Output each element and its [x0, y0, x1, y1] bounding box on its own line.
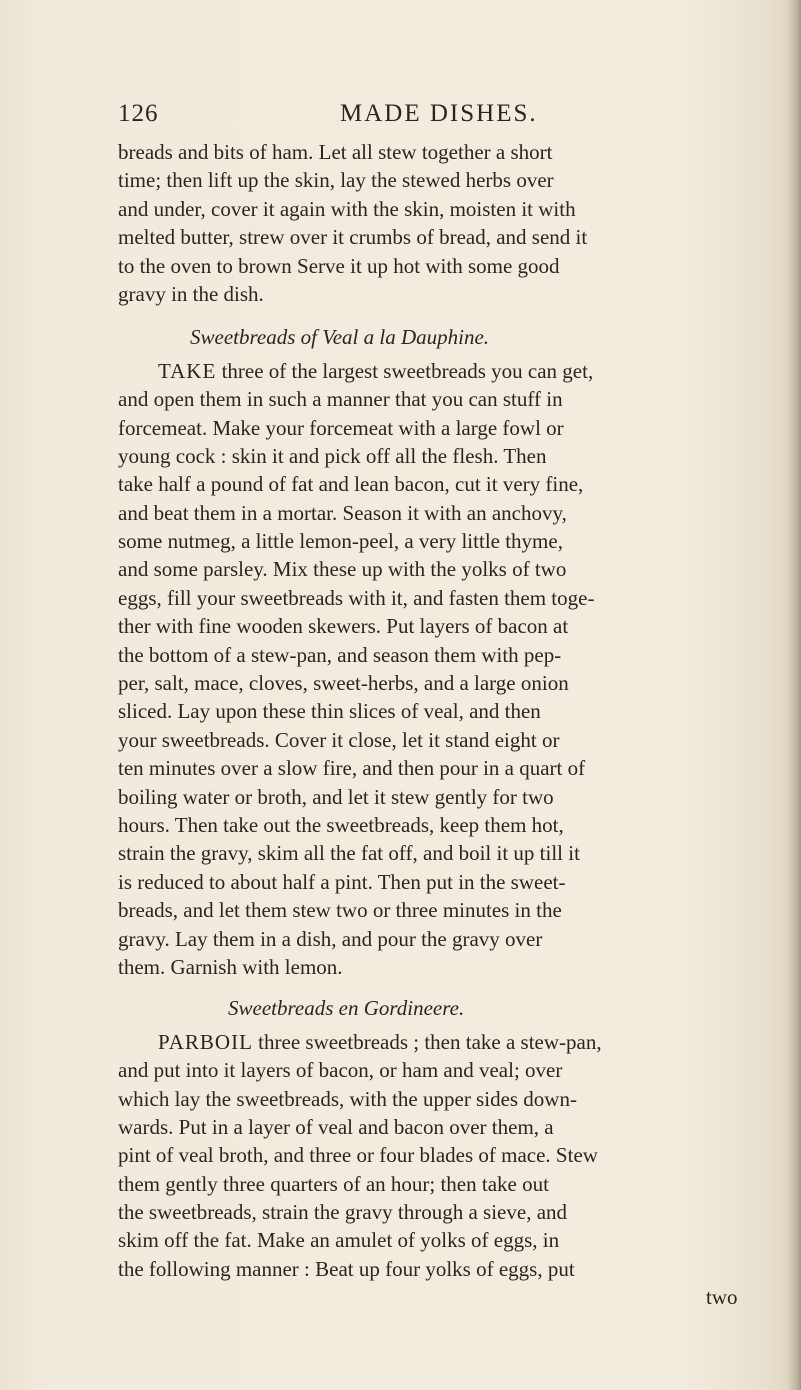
- text-line: some nutmeg, a little lemon-peel, a very little thyme,: [118, 529, 563, 554]
- text-line: [118, 1028, 788, 1056]
- text-line: your sweetbreads. Cover it close, let it stand eight or: [118, 727, 560, 752]
- text-segment: three of the largest sweetbreads you can get,: [216, 358, 594, 383]
- text-line: is reduced to about half a pint. Then put in the sweet-: [118, 869, 566, 894]
- text-line: take half a pound of fat and lean bacon, cut it very fine,: [118, 472, 584, 497]
- text-line: melted butter, strew over it crumbs of bread, and send it: [118, 225, 588, 250]
- text-line: eggs, fill your sweetbreads with it, and fasten them toge-: [118, 585, 595, 610]
- running-head: MADE DISHES.: [340, 100, 538, 127]
- text-line: hours. Then take out the sweetbreads, keep them hot,: [118, 812, 564, 837]
- text-line: boiling water or broth, and let it stew gently for two: [118, 784, 554, 809]
- text-line: pint of veal broth, and three or four blades of mace. Stew: [118, 1143, 598, 1168]
- text-line: per, salt, mace, cloves, sweet-herbs, and a large onion: [118, 671, 569, 696]
- text-line: young cock : skin it and pick off all the flesh. Then: [118, 443, 547, 468]
- text-line: and put into it layers of bacon, or ham and veal; over: [118, 1058, 563, 1083]
- text-line: wards. Put in a layer of veal and bacon over them, a: [118, 1114, 554, 1139]
- text-line: [118, 357, 788, 385]
- catchword: two: [706, 1285, 738, 1310]
- text-line: gravy. Lay them in a dish, and pour the gravy over: [118, 926, 543, 951]
- text-line: to the oven to brown Serve it up hot with some good: [118, 253, 560, 278]
- text-line: them. Garnish with lemon.: [118, 954, 343, 979]
- recipe-first-word: PARBOIL: [158, 1029, 253, 1054]
- body-text: [118, 138, 788, 1311]
- intro-paragraph: [118, 138, 788, 308]
- text-line: and under, cover it again with the skin, moisten it with: [118, 196, 576, 221]
- text-line: and beat them in a mortar. Season it with an anchovy,: [118, 500, 567, 525]
- text-line: the following manner : Beat up four yolks of eggs, put: [118, 1256, 575, 1281]
- text-line: and some parsley. Mix these up with the yolks of two: [118, 557, 567, 582]
- text-line: which lay the sweetbreads, with the upper sides down-: [118, 1086, 577, 1111]
- text-line: breads and bits of ham. Let all stew together a short: [118, 140, 553, 164]
- page-edge-shadow: [787, 0, 801, 1390]
- recipe-paragraph: [118, 357, 788, 982]
- text-segment: three sweetbreads ; then take a stew-pan,: [252, 1029, 602, 1054]
- recipe-title: Sweetbreads of Veal a la Dauphine.: [190, 325, 490, 350]
- page-header: [118, 100, 738, 136]
- text-line: forcemeat. Make your forcemeat with a large fowl or: [118, 415, 564, 440]
- text-line: ten minutes over a slow fire, and then pour in a quart of: [118, 756, 586, 781]
- text-line: time; then lift up the skin, lay the stewed herbs over: [118, 168, 554, 193]
- text-line: skim off the fat. Make an amulet of yolks of eggs, in: [118, 1228, 560, 1253]
- text-line: breads, and let them stew two or three minutes in the: [118, 898, 562, 923]
- text-line: them gently three quarters of an hour; then take out: [118, 1171, 549, 1196]
- text-line: strain the gravy, skim all the fat off, and boil it up till it: [118, 841, 580, 866]
- page-number: 126: [118, 100, 159, 127]
- recipe-title: Sweetbreads en Gordineere.: [228, 996, 465, 1021]
- text-line: the sweetbreads, strain the gravy through a sieve, and: [118, 1200, 568, 1225]
- recipe-first-word: TAKE: [158, 358, 217, 383]
- text-line: gravy in the dish.: [118, 281, 264, 306]
- text-line: ther with fine wooden skewers. Put layers of bacon at: [118, 614, 569, 639]
- text-line: sliced. Lay upon these thin slices of veal, and then: [118, 699, 541, 724]
- recipe-paragraph: [118, 1028, 788, 1312]
- text-line: and open them in such a manner that you can stuff in: [118, 387, 563, 412]
- text-line: the bottom of a stew-pan, and season them with pep-: [118, 642, 562, 667]
